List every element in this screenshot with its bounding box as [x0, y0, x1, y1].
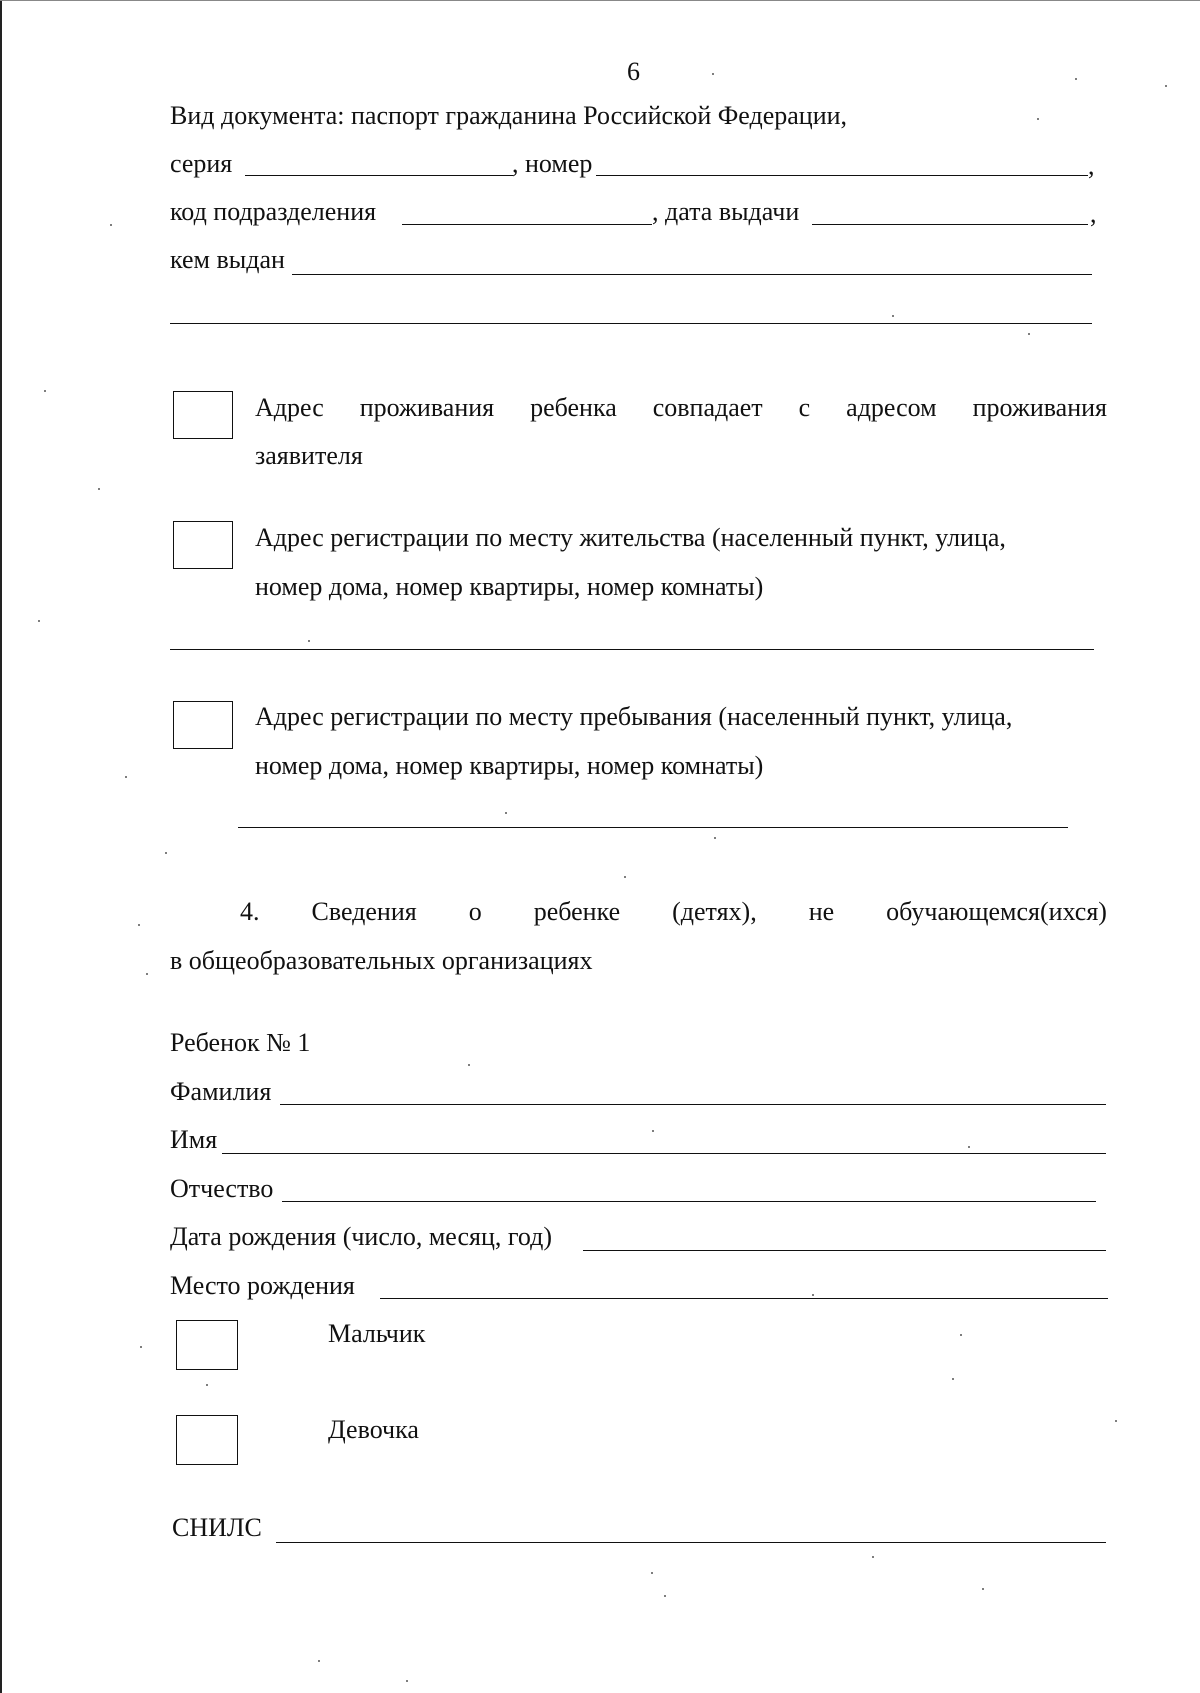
surname-label: Фамилия	[170, 1077, 272, 1106]
stay-address-line1: Адрес регистрации по месту пребывания (населенный пункт, улица,	[255, 702, 1013, 731]
snils-label: СНИЛС	[172, 1513, 262, 1542]
series-field[interactable]	[245, 175, 513, 176]
name-field[interactable]	[222, 1153, 1106, 1154]
number-field[interactable]	[596, 175, 1088, 176]
dept-code-field[interactable]	[402, 224, 652, 225]
scan-speck	[308, 640, 310, 642]
scan-speck	[714, 837, 716, 839]
scan-speck	[146, 973, 148, 975]
scan-speck	[664, 1595, 666, 1597]
series-label: серия	[170, 149, 233, 178]
issued-by-field-line2[interactable]	[170, 323, 1092, 324]
residence-address-line2: номер дома, номер квартиры, номер комнаты)	[255, 572, 764, 601]
issue-date-label: , дата выдачи	[652, 197, 800, 226]
snils-field[interactable]	[276, 1542, 1106, 1543]
page-number: 6	[627, 57, 640, 86]
scan-left-edge	[0, 0, 2, 1693]
number-label: , номер	[512, 149, 593, 178]
name-label: Имя	[170, 1125, 218, 1154]
stay-address-line2: номер дома, номер квартиры, номер комнаты)	[255, 751, 764, 780]
scan-speck	[960, 1334, 962, 1336]
scan-speck	[872, 1556, 874, 1558]
scan-speck	[812, 1294, 814, 1296]
boy-checkbox[interactable]	[176, 1320, 238, 1370]
stay-address-checkbox[interactable]	[173, 701, 233, 749]
girl-checkbox[interactable]	[176, 1415, 238, 1465]
birth-date-label: Дата рождения (число, месяц, год)	[170, 1222, 553, 1251]
scan-speck	[140, 1346, 142, 1348]
birth-date-field[interactable]	[583, 1250, 1106, 1251]
issued-by-label: кем выдан	[170, 245, 285, 274]
surname-field[interactable]	[280, 1104, 1106, 1105]
doc-type-label: Вид документа: паспорт гражданина Российской Федерации,	[170, 101, 848, 130]
scan-speck	[712, 73, 714, 75]
scan-speck	[406, 1680, 408, 1682]
scan-speck	[98, 488, 100, 490]
scan-speck	[1037, 118, 1039, 120]
stay-address-field[interactable]	[238, 827, 1068, 828]
issue-date-comma: ,	[1090, 199, 1097, 228]
residence-address-checkbox[interactable]	[173, 521, 233, 569]
boy-label: Мальчик	[328, 1319, 426, 1348]
section4-heading-line2: в общеобразовательных организациях	[170, 946, 593, 975]
same-address-line2: заявителя	[255, 441, 363, 470]
birth-place-field[interactable]	[380, 1298, 1108, 1299]
scan-speck	[505, 812, 507, 814]
scan-speck	[982, 1588, 984, 1590]
scan-speck	[624, 876, 626, 878]
scan-speck	[1028, 333, 1030, 335]
same-address-checkbox[interactable]	[173, 391, 233, 439]
scan-speck	[165, 852, 167, 854]
issued-by-field[interactable]	[292, 274, 1092, 275]
scan-speck	[652, 1130, 654, 1132]
patronymic-label: Отчество	[170, 1174, 274, 1203]
issue-date-field[interactable]	[812, 224, 1088, 225]
scan-speck	[651, 1572, 653, 1574]
scan-top-edge	[0, 0, 1200, 1]
scan-speck	[206, 1384, 208, 1386]
scan-speck	[468, 1064, 470, 1066]
dept-code-label: код подразделения	[170, 197, 377, 226]
section4-heading-line1: 4. Сведения о ребенке (детях), не обучающемся(ихся)	[240, 897, 1107, 926]
birth-place-label: Место рождения	[170, 1271, 355, 1300]
patronymic-field[interactable]	[282, 1201, 1096, 1202]
scan-speck	[952, 1378, 954, 1380]
child-heading: Ребенок № 1	[170, 1028, 311, 1057]
scan-speck	[892, 315, 894, 317]
scan-speck	[1115, 1420, 1117, 1422]
residence-address-field[interactable]	[170, 649, 1094, 650]
scan-speck	[138, 924, 140, 926]
scan-speck	[44, 390, 46, 392]
scan-speck	[968, 1146, 970, 1148]
number-comma: ,	[1088, 151, 1095, 180]
scan-speck	[1075, 78, 1077, 80]
same-address-line1: Адрес проживания ребенка совпадает с адресом проживания	[255, 393, 1107, 422]
scan-speck	[38, 620, 40, 622]
scan-speck	[125, 776, 127, 778]
scan-speck	[110, 224, 112, 226]
residence-address-line1: Адрес регистрации по месту жительства (населенный пункт, улица,	[255, 523, 1006, 552]
scan-speck	[1165, 85, 1167, 87]
scan-speck	[318, 1660, 320, 1662]
girl-label: Девочка	[328, 1415, 419, 1444]
